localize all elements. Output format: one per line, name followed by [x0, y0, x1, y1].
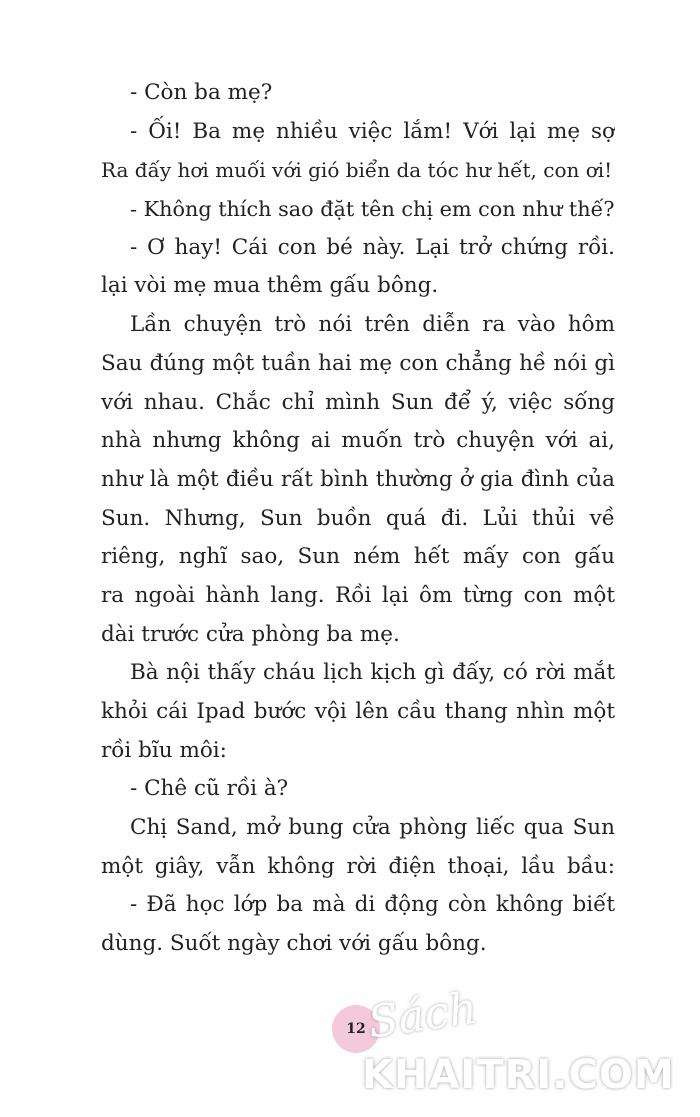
text-line: - Không thích sao đặt tên chị em con như thế?: [130, 197, 615, 222]
text-line: với nhau. Chắc chỉ mình Sun để ý, việc sống: [101, 389, 615, 415]
text-line: lại vòi mẹ mua thêm gấu bông.: [101, 273, 439, 299]
text-line: riêng, nghĩ sao, Sun ném hết mấy con gấu: [101, 544, 615, 570]
text-line: dùng. Suốt ngày chơi với gấu bông.: [101, 931, 487, 957]
watermark-logo: KHAITRI.COM: [362, 1052, 675, 1098]
text-line: Sun. Nhưng, Sun buồn quá đi. Lủi thủi về: [101, 505, 615, 531]
text-line: Chị Sand, mở bung cửa phòng liếc qua Sun: [130, 815, 615, 841]
page-number: 12: [346, 1021, 366, 1037]
text-line: một giây, vẫn không rời điện thoại, lầu bầu:: [101, 853, 615, 879]
text-line: Sau đúng một tuần hai mẹ con chẳng hề nói gì: [101, 350, 615, 376]
text-line: nhà nhưng không ai muốn trò chuyện với ai,: [101, 428, 615, 454]
text-line: - Ối! Ba mẹ nhiều việc lắm! Với lại mẹ sợ: [130, 118, 615, 144]
text-line: Ra đấy hơi muối với gió biển da tóc hư hết, con ơi!: [101, 158, 613, 183]
text-line: Lần chuyện trò nói trên diễn ra vào hôm: [130, 312, 615, 338]
text-line: ra ngoài hành lang. Rồi lại ôm từng con một: [101, 582, 615, 608]
text-line: dài trước cửa phòng ba mẹ.: [101, 621, 400, 647]
body-text: [101, 74, 615, 964]
watermark-script: Sách: [364, 982, 481, 1049]
text-line: rồi bĩu môi:: [101, 737, 227, 763]
text-line: - Ơ hay! Cái con bé này. Lại trở chứng rồi.: [130, 234, 615, 260]
text-line: - Đã học lớp ba mà di động còn không biết: [130, 892, 615, 918]
text-line: Bà nội thấy cháu lịch kịch gì đấy, có rời mắt: [130, 660, 615, 686]
text-line: khỏi cái Ipad bước vội lên cầu thang nhìn một: [101, 699, 615, 724]
text-line: - Còn ba mẹ?: [130, 80, 273, 105]
text-line: như là một điều rất bình thường ở gia đình của: [101, 466, 615, 492]
text-line: - Chê cũ rồi à?: [130, 776, 289, 802]
